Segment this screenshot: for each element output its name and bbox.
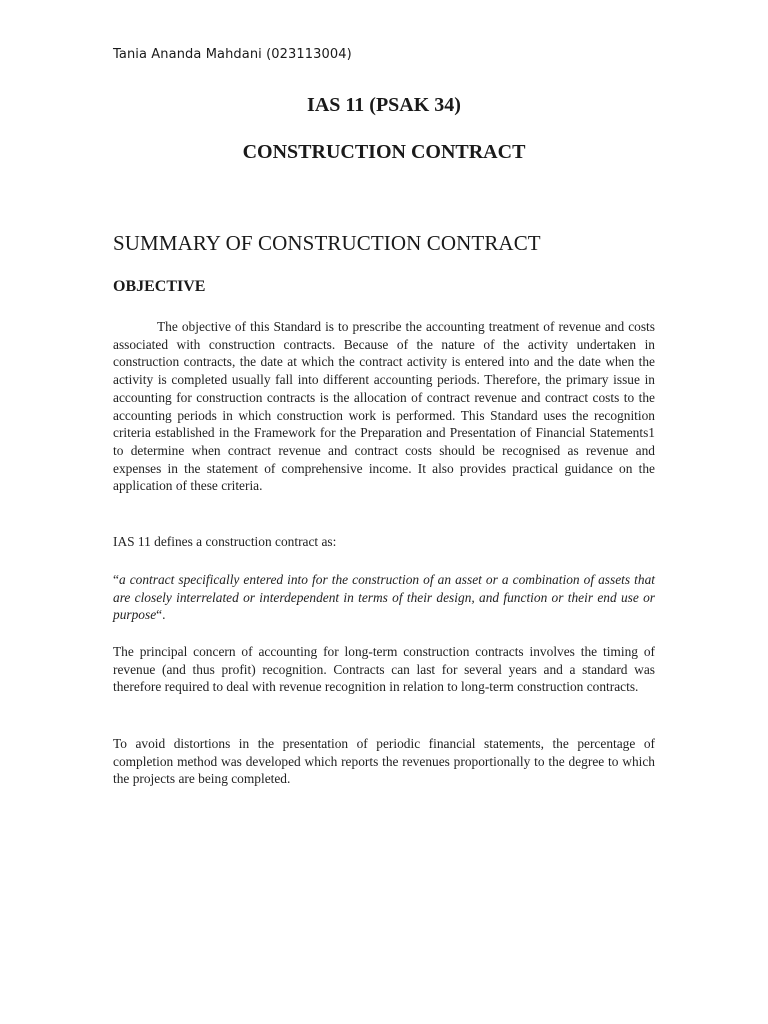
distortions-paragraph: To avoid distortions in the presentation of periodic financial statements, the percentage of completion method was developed which reports the revenues proportionally to the degree to which the projects are being completed.: [113, 736, 655, 787]
quote-open-mark: “: [113, 572, 119, 587]
definition-quote: [113, 571, 655, 624]
quote-text: a contract specifically entered into for the construction of an asset or a combination of assets that are closely interrelated or interdependent in terms of their design, and function or their end use or purpose: [113, 572, 655, 623]
author-line: Tania Ananda Mahdani (023113004): [113, 47, 352, 62]
definition-intro: IAS 11 defines a construction contract as:: [113, 534, 337, 549]
objective-heading: OBJECTIVE: [113, 278, 206, 295]
document-subtitle: CONSTRUCTION CONTRACT: [242, 141, 526, 163]
objective-paragraph: The objective of this Standard is to prescribe the accounting treatment of revenue and costs associated with construction contracts. Because of the nature of the activity undertaken in construction contracts, the date at which the contract activity is entered into and the date when the activity is completed usually fall into different accounting periods. Therefore, the primary issue in accounting for construction contracts is the allocation of contract revenue and contract costs to the accounting periods in which construction work is performed. This Standard uses the recognition criteria established in the Framework for the Preparation and Presentation of Financial Statements1 to determine when contract revenue and contract costs should be recognised as revenue and expenses in the statement of comprehensive income. It also provides practical guidance on the application of these criteria.: [113, 319, 655, 494]
document-title: IAS 11 (PSAK 34): [307, 94, 461, 116]
principal-concern-paragraph: The principal concern of accounting for long-term construction contracts involves the timing of revenue (and thus profit) recognition. Contracts can last for several years and a standard was therefore required to deal with revenue recognition in relation to long-term construction contracts.: [113, 644, 655, 695]
quote-close-mark: “.: [156, 607, 166, 623]
section-heading: SUMMARY OF CONSTRUCTION CONTRACT: [113, 231, 541, 255]
